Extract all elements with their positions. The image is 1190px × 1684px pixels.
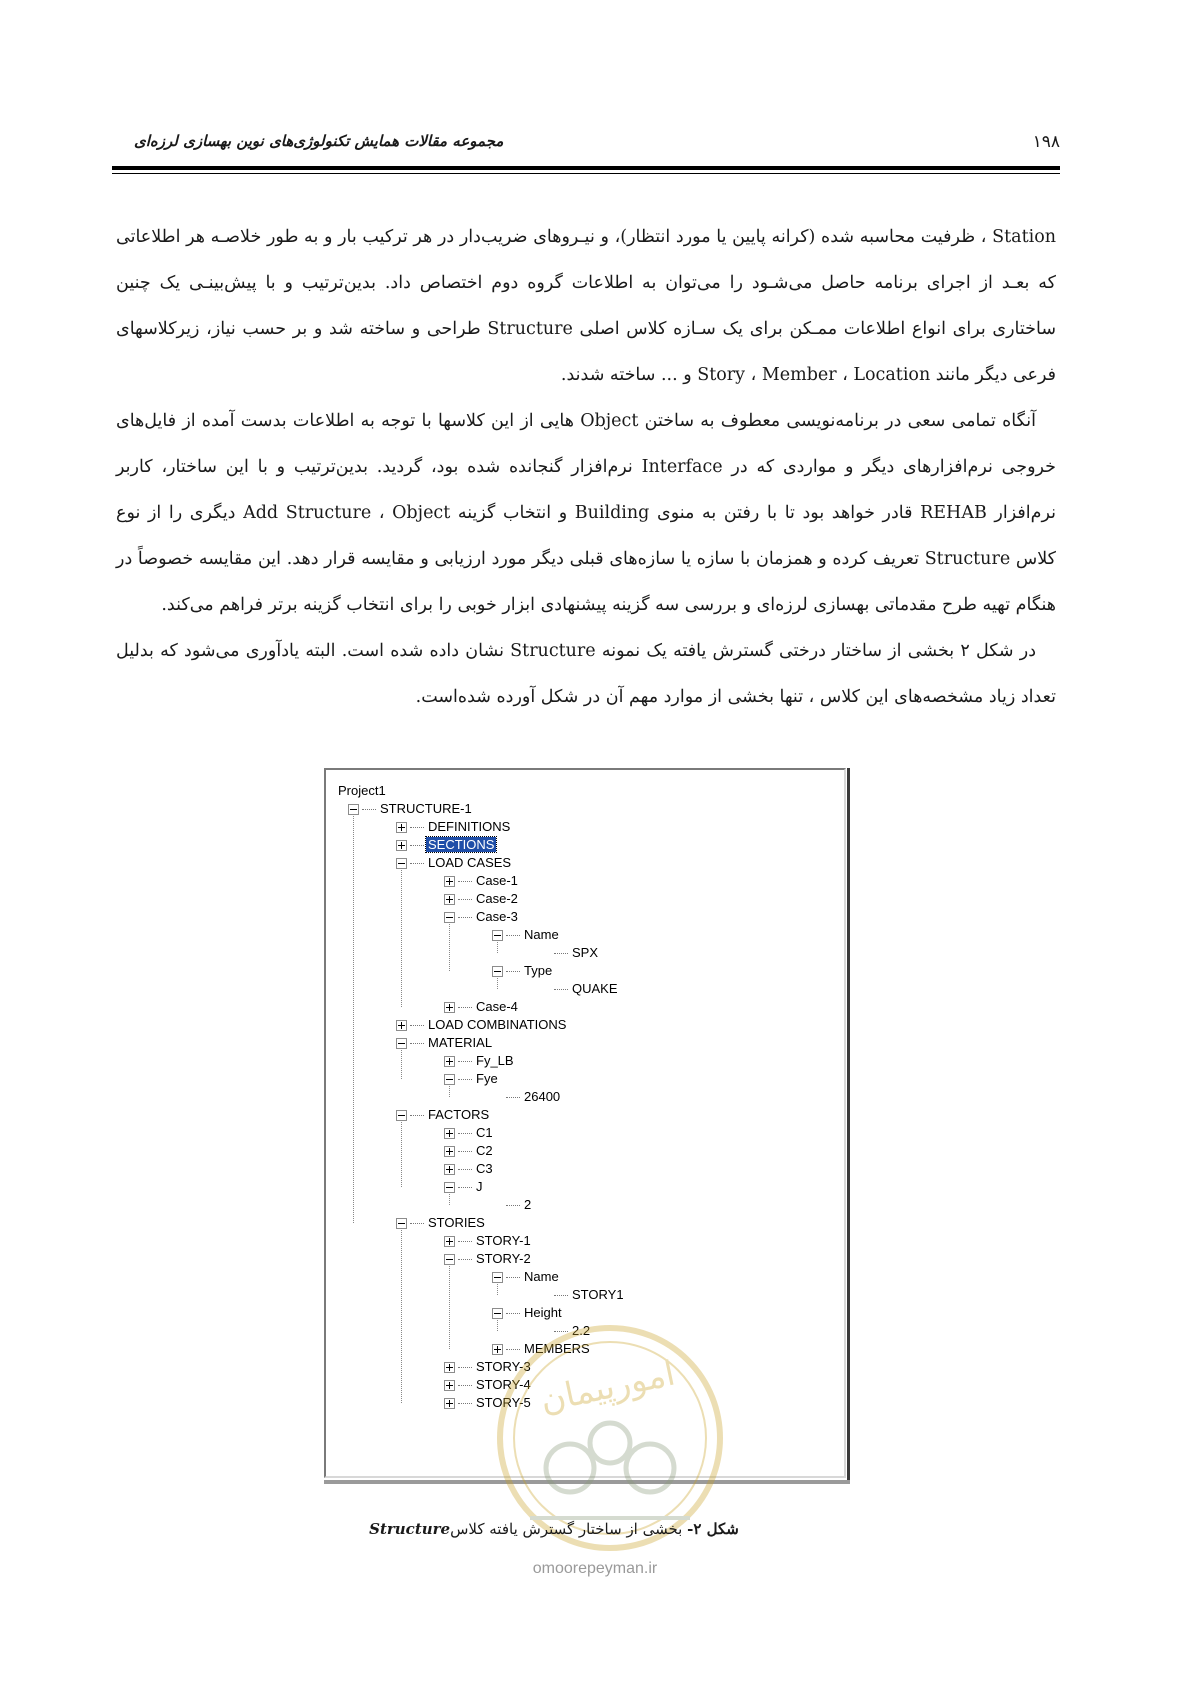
- tree-connector-line: [458, 1133, 472, 1134]
- tree-node-label: STORY1: [572, 1287, 624, 1302]
- tree-node-label: STORY-3: [476, 1359, 531, 1374]
- header-rule-thick: [112, 166, 1060, 170]
- tree-node[interactable]: [492, 1196, 533, 1214]
- tree-node-label: J: [476, 1179, 483, 1194]
- tree-node[interactable]: [444, 1052, 516, 1070]
- expand-plus-icon[interactable]: [444, 1056, 455, 1067]
- tree-node[interactable]: [444, 1250, 533, 1268]
- tree-connector-line: [458, 1169, 472, 1170]
- tree-node-label: Case-3: [476, 909, 518, 924]
- tree-node[interactable]: [444, 1178, 485, 1196]
- tree-connector-line: [458, 1079, 472, 1080]
- tree-node[interactable]: [492, 1268, 561, 1286]
- tree-node-label: Name: [524, 927, 559, 942]
- tree-node-label: Case-4: [476, 999, 518, 1014]
- tree-node[interactable]: [444, 1142, 495, 1160]
- tree-node[interactable]: [396, 1034, 494, 1052]
- tree-connector-line: [362, 809, 376, 810]
- tree-node-label: Case-1: [476, 873, 518, 888]
- expand-plus-icon[interactable]: [396, 1020, 407, 1031]
- expand-plus-icon[interactable]: [444, 1362, 455, 1373]
- tree-connector-line: [506, 1313, 520, 1314]
- tree-node[interactable]: [444, 1160, 495, 1178]
- tree-vertical-connector: [449, 1264, 450, 1349]
- tree-node-label: LOAD CASES: [428, 855, 512, 870]
- tree-connector-line: [458, 1007, 472, 1008]
- tree-connector-line: [554, 1295, 568, 1296]
- tree-root-label: Project1: [338, 783, 386, 798]
- tree-node-label: STORY-4: [476, 1377, 531, 1392]
- tree-vertical-connector: [401, 868, 402, 1007]
- tree-connector-line: [554, 989, 568, 990]
- tree-node-label: STORY-2: [476, 1251, 531, 1266]
- tree-node-label: SPX: [572, 945, 599, 960]
- tree-connector-line: [506, 935, 520, 936]
- tree-connector-line: [458, 1241, 472, 1242]
- tree-node-label: C2: [476, 1143, 493, 1158]
- tree-connector-line: [458, 899, 472, 900]
- page-header: [112, 128, 1060, 158]
- tree-connector-line: [458, 881, 472, 882]
- tree-node[interactable]: [540, 980, 620, 998]
- tree-node[interactable]: [492, 962, 554, 980]
- tree-node-label: Height: [524, 1305, 562, 1320]
- tree-node-label: 2.2: [572, 1323, 591, 1338]
- tree-node[interactable]: [444, 908, 520, 926]
- page-number: ۱۹۸: [1032, 132, 1060, 152]
- tree-node-label: Type: [524, 963, 553, 978]
- tree-connector-line: [506, 1097, 520, 1098]
- tree-vertical-connector: [449, 1192, 450, 1205]
- tree-connector-line: [410, 845, 424, 846]
- tree-node[interactable]: [444, 1232, 533, 1250]
- tree-node-label: Name: [524, 1269, 559, 1284]
- tree-node[interactable]: [396, 1016, 568, 1034]
- tree-node-label: STORIES: [428, 1215, 485, 1230]
- tree-connector-line: [410, 1223, 424, 1224]
- expand-plus-icon[interactable]: [444, 1380, 455, 1391]
- tree-node-label: Fye: [476, 1071, 498, 1086]
- tree-connector-line: [458, 1061, 472, 1062]
- expand-plus-icon[interactable]: [396, 840, 407, 851]
- tree-node[interactable]: [396, 1106, 491, 1124]
- tree-node-label: C1: [476, 1125, 493, 1140]
- tree-vertical-connector: [401, 1048, 402, 1079]
- tree-node[interactable]: [492, 1088, 562, 1106]
- tree-connector-line: [458, 1403, 472, 1404]
- tree-connector-line: [458, 1187, 472, 1188]
- tree-connector-line: [506, 1277, 520, 1278]
- tree-vertical-connector: [449, 1084, 450, 1097]
- tree-vertical-connector: [353, 814, 354, 1223]
- svg-text:امورپیمان: امورپیمان: [536, 1353, 679, 1421]
- tree-node-label: MATERIAL: [428, 1035, 493, 1050]
- tree-connector-line: [410, 1115, 424, 1116]
- expand-plus-icon[interactable]: [444, 894, 455, 905]
- paragraph-1: Station ، ظرفیت محاسبه شده (کرانه پایین یا مورد انتظار)، و نیـروهای ضریب‌دار در هر ترکیب بار و به طور خلاصـه هر اطلاعاتی که بعـد از اجرای برنامه حاصل می‌شـود را می‌توان به اطلاعات گروه دوم اختصاص داد. بدین‌ترتیب و با پیش‌بینـی یک چنین ساختاری برای انواع اطلاعات ممـکن برای یک سـازه کلاس اصلی Structure طراحی و ساخته شد و بر حسب نیاز، زیرکلاسهای فرعی دیگر مانند Story ، Member ، Location و ... ساخته شدند.: [116, 227, 1056, 385]
- header-rule-thin: [112, 173, 1060, 174]
- tree-connector-line: [458, 1385, 472, 1386]
- tree-node-label: STORY-5: [476, 1395, 531, 1410]
- expand-plus-icon[interactable]: [444, 876, 455, 887]
- tree-node[interactable]: [444, 1070, 500, 1088]
- tree-connector-line: [458, 1151, 472, 1152]
- tree-vertical-connector: [449, 922, 450, 971]
- tree-vertical-connector: [497, 940, 498, 953]
- tree-node[interactable]: [540, 1286, 626, 1304]
- window-shadow-right: [847, 768, 850, 1480]
- tree-connector-line: [506, 971, 520, 972]
- body-text: [116, 214, 1056, 720]
- tree-node-label: Fy_LB: [476, 1053, 514, 1068]
- tree-vertical-connector: [401, 1228, 402, 1403]
- figure-number: شکل ۲-: [687, 1520, 739, 1538]
- tree-connector-line: [410, 1043, 424, 1044]
- expand-plus-icon[interactable]: [396, 822, 407, 833]
- tree-node-label: C3: [476, 1161, 493, 1176]
- expand-plus-icon[interactable]: [444, 1164, 455, 1175]
- tree-node[interactable]: [396, 1214, 487, 1232]
- tree-node-label: 26400: [524, 1089, 561, 1104]
- tree-node-label: FACTORS: [428, 1107, 490, 1122]
- tree-vertical-connector: [401, 1120, 402, 1187]
- tree-connector-line: [410, 827, 424, 828]
- tree-node[interactable]: [444, 1124, 495, 1142]
- expand-plus-icon[interactable]: [444, 1002, 455, 1013]
- tree-node[interactable]: [492, 926, 561, 944]
- tree-vertical-connector: [497, 976, 498, 989]
- expand-plus-icon[interactable]: [444, 1146, 455, 1157]
- expand-plus-icon[interactable]: [444, 1236, 455, 1247]
- tree-node-label: 2: [524, 1197, 532, 1212]
- paragraph-3: در شکل ۲ بخشی از ساختار درختی گسترش یافته یک نمونه Structure نشان داده شده است. البته یادآوری می‌شود که بدلیل تعداد زیاد مشخصه‌های این کلاس ، تنها بخشی از موارد مهم آن در شکل آورده شده‌است.: [116, 641, 1056, 707]
- tree-node[interactable]: [348, 800, 474, 818]
- tree-node-label: QUAKE: [572, 981, 618, 996]
- tree-connector-line: [458, 917, 472, 918]
- tree-root[interactable]: [336, 782, 388, 800]
- tree-connector-line: [410, 863, 424, 864]
- tree-node[interactable]: [444, 872, 520, 890]
- tree-node-label: SECTIONS: [428, 837, 495, 852]
- paragraph-2: آنگاه تمامی سعی در برنامه‌نویسی معطوف به ساختن Object هایی از این کلاسها با توجه به اطلاعات بدست آمده از فایل‌های خروجی نرم‌افزارهای دیگر و مواردی که در Interface نرم‌افزار گنجانده شده بود، گردید. بدین‌ترتیب و با این ساختار، کاربر نرم‌افزار REHAB قادر خواهد بود تا با رفتن به منوی Building و انتخاب گزینه Add Structure ، Object دیگری را از نوع کلاس Structure تعریف کرده و همزمان با سازه یا سازه‌های قبلی دیگر مورد ارزیابی و مقایسه قرار دهد. این مقایسه خصوصاً در هنگام تهیه طرح مقدماتی بهسازی لرزه‌ای و بررسی سه گزینه پیشنهادی ابزار خوبی را برای انتخاب گزینه برتر فراهم می‌کند.: [116, 411, 1057, 615]
- tree-connector-line: [506, 1205, 520, 1206]
- tree-node[interactable]: [396, 836, 496, 854]
- tree-node-label: STORY-1: [476, 1233, 531, 1248]
- tree-node-label: Case-2: [476, 891, 518, 906]
- tree-vertical-connector: [497, 1282, 498, 1295]
- expand-plus-icon[interactable]: [444, 1128, 455, 1139]
- tree-node[interactable]: [444, 890, 520, 908]
- tree-node[interactable]: [540, 944, 600, 962]
- tree-node[interactable]: [396, 854, 513, 872]
- tree-connector-line: [554, 953, 568, 954]
- expand-plus-icon[interactable]: [444, 1398, 455, 1409]
- figure-caption-text: بخشی از ساختار گسترش یافته کلاس: [450, 1520, 688, 1538]
- tree-node-label: LOAD COMBINATIONS: [428, 1017, 567, 1032]
- watermark-site: omoorepeyman.ir: [532, 1560, 658, 1577]
- journal-title: مجموعه مقالات همایش تکنولوژی‌های نوین بهسازی لرزه‌ای: [134, 132, 504, 150]
- tree-node-label: MEMBERS: [524, 1341, 590, 1356]
- tree-connector-line: [458, 1259, 472, 1260]
- tree-node[interactable]: [396, 818, 512, 836]
- figure-class-name: Structure: [369, 1520, 451, 1538]
- tree-node-label: STRUCTURE-1: [380, 801, 472, 816]
- tree-node-label: DEFINITIONS: [428, 819, 511, 834]
- tree-connector-line: [410, 1025, 424, 1026]
- figure-caption: [324, 1520, 784, 1538]
- tree-node[interactable]: [444, 998, 520, 1016]
- tree-connector-line: [458, 1367, 472, 1368]
